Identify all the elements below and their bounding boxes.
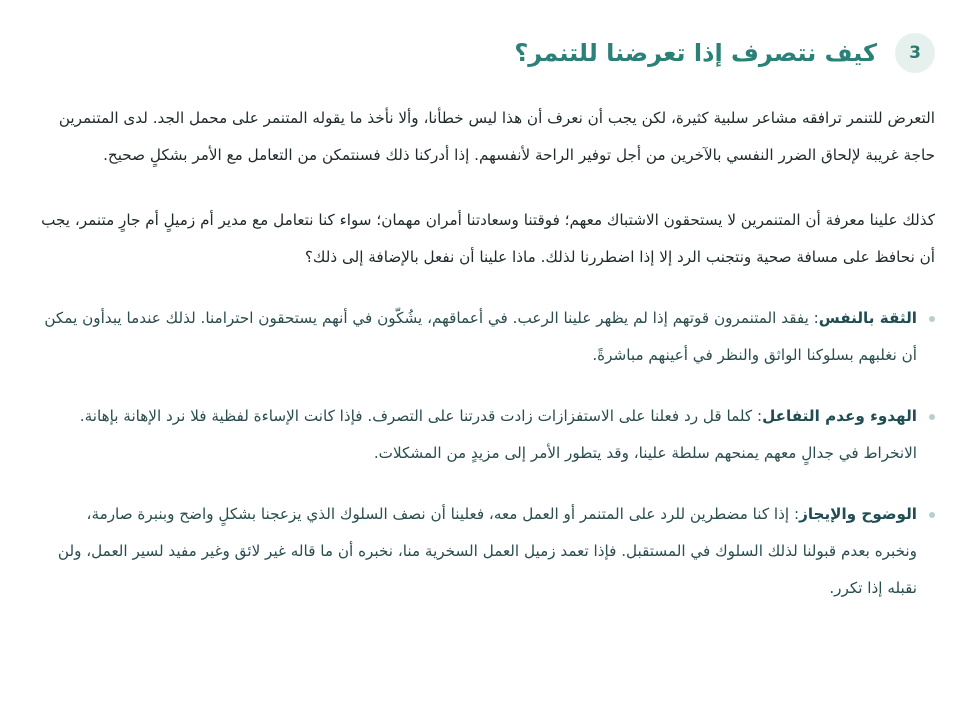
list-item-calm [40, 398, 935, 472]
bullet-text: : كلما قل رد فعلنا على الاستفزازات زادت قدرتنا على التصرف. فإذا كانت الإساءة لفظية فلا نرد الإهانة بإهانة. الانخراط في جدالٍ معهم يمنحهم سلطة علينا، وقد يتطور الأمر إلى مزيدٍ من المشكلات. [79, 407, 917, 462]
list-item-confidence [40, 300, 935, 374]
intro-paragraph: التعرض للتنمر ترافقه مشاعر سلبية كثيرة، لكن يجب أن نعرف أن هذا ليس خطأنا، وألا نأخذ ما يقوله المتنمر على محمل الجد. لدى المتنمرين حاجة غريبة لإلحاق الضرر النفسي بالآخرين من أجل توفير الراحة لأنفسهم. إذا أدركنا ذلك فسنتمكن من التعامل مع الأمر بشكلٍ صحيح. [58, 109, 935, 164]
bullet-term: الهدوء وعدم التفاعل [762, 407, 917, 425]
bullet-text: : يفقد المتنمرون قوتهم إذا لم يظهر علينا الرعب. في أعماقهم، يشُكّون في أنهم يستحقون احترامنا. لذلك عندما يبدأون يمكن أن نغلبهم بسلوكنا الواثق والنظر في أعينهم مباشرةً. [44, 309, 917, 364]
bullet-term: الوضوح والإيجاز [799, 505, 917, 523]
bullet-term: الثقة بالنفس [818, 309, 917, 327]
section-heading [40, 28, 935, 78]
tips-list [40, 300, 935, 607]
section-title: كيف نتصرف إذا تعرضنا للتنمر؟ [514, 39, 877, 67]
list-item-clarity [40, 496, 935, 607]
second-paragraph: كذلك علينا معرفة أن المتنمرين لا يستحقون الاشتباك معهم؛ فوقتنا وسعادتنا أمران مهمان؛ سواء كنا نتعامل مع مدير أم زميلٍ أم جارٍ متنمر، يجب أن نحافظ على مسافة صحية ونتجنب الرد إلا إذا اضطررنا لذلك. ماذا علينا أن نفعل بالإضافة إلى ذلك؟ [41, 211, 935, 266]
bullet-text: : إذا كنا مضطرين للرد على المتنمر أو العمل معه، فعلينا أن نصف السلوك الذي يزعجنا بشكلٍ واضح وبنبرة صارمة، ونخبره بعدم قبولنا لذلك السلوك في المستقبل. فإذا تعمد زميل العمل السخرية منا، نخبره أن ما قاله غير لائق وغير مفيد لسير العمل، ولن نقبله إذا تكرر. [57, 505, 917, 597]
section-number-badge: 3 [895, 33, 935, 73]
